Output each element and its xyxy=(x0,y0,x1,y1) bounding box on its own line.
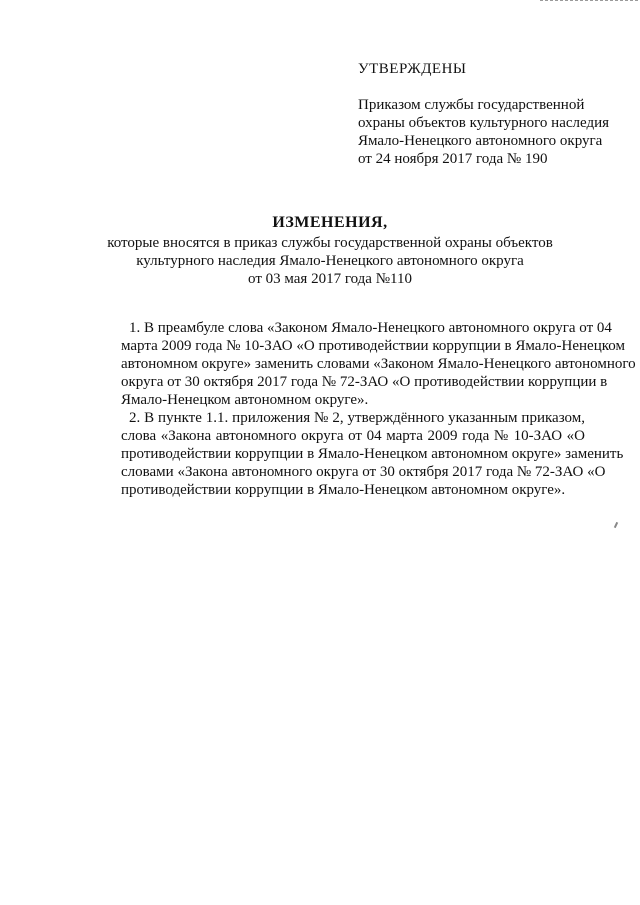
paragraph-line: противодействии коррупции в Ямало-Ненецком автономном округе». xyxy=(121,482,566,498)
scan-artifact xyxy=(540,0,638,3)
document-body xyxy=(113,319,636,499)
paragraph-line: округа от 30 октября 2017 года № 72-ЗАО «О противодействии коррупции в xyxy=(121,374,608,390)
paragraph-line: Ямало-Ненецком автономном округе». xyxy=(121,392,369,408)
paragraph-1 xyxy=(113,319,636,409)
paragraph-line: марта 2009 года № 10-ЗАО «О противодействии коррупции в Ямало-Ненецком xyxy=(121,338,625,354)
paragraph-line: словами «Закона автономного округа от 30 октября 2017 года № 72-ЗАО «О xyxy=(121,464,606,480)
paragraph-line: слова «Закона автономного округа от 04 марта 2009 года № 10-ЗАО «О xyxy=(121,428,585,444)
heading-subtitle-line: которые вносятся в приказ службы государственной охраны объектов xyxy=(107,235,553,251)
approval-line: Приказом службы государственной xyxy=(358,97,585,113)
paragraph-line: противодействии коррупции в Ямало-Ненецком автономном округе» заменить xyxy=(121,446,624,462)
heading-subtitle-line: от 03 мая 2017 года №110 xyxy=(248,271,412,287)
approval-block xyxy=(358,60,618,168)
paragraph-2 xyxy=(113,409,624,499)
approval-title: УТВЕРЖДЕНЫ xyxy=(358,61,467,77)
heading-subtitle-line: культурного наследия Ямало-Ненецкого автономного округа xyxy=(136,253,524,269)
approval-line: Ямало-Ненецкого автономного округа xyxy=(358,133,603,149)
scan-speck xyxy=(614,522,618,528)
approval-line: от 24 ноября 2017 года № 190 xyxy=(358,151,548,167)
document-heading xyxy=(60,214,600,288)
paragraph-line: автономном округе» заменить словами «Законом Ямало-Ненецкого автономного xyxy=(121,356,636,372)
paragraph-line: 2. В пункте 1.1. приложения № 2, утверждённого указанным приказом, xyxy=(129,410,585,426)
heading-title: ИЗМЕНЕНИЯ, xyxy=(272,214,388,231)
paragraph-line: 1. В преамбуле слова «Законом Ямало-Ненецкого автономного округа от 04 xyxy=(129,320,612,336)
approval-line: охраны объектов культурного наследия xyxy=(358,115,610,131)
